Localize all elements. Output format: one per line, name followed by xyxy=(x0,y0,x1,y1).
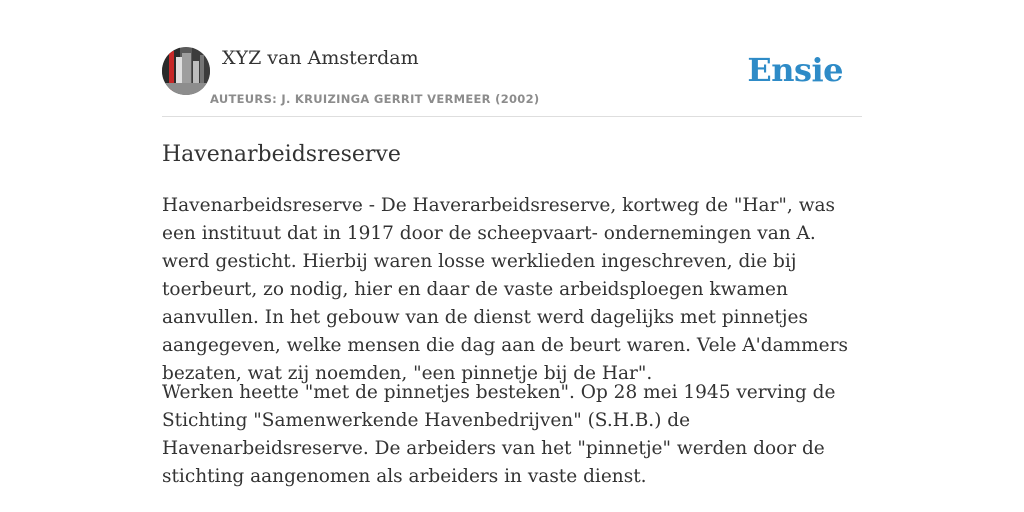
entry-term: Havenarbeidsreserve xyxy=(162,142,401,167)
entry-paragraph-1: Havenarbeidsreserve - De Haverarbeidsreserve, kortweg de "Har", was een instituut dat in 1917 door de scheepvaart- ondernemingen van A. werd gesticht. Hierbij waren losse werklieden ingeschreven, die bij toerbeurt, zo nodig, hier en daar de vaste arbeidsploegen kwamen aanvullen. In het gebouw van de dienst werd dagelijks met pinnetjes aangegeven, welke mensen die dag aan de beurt waren. Vele A'dammers bezaten, wat zij noemden, "een pinnetje bij de Har". xyxy=(162,195,848,384)
entry-paragraph-2: Werken heette "met de pinnetjes besteken". Op 28 mei 1945 verving de Stichting "Samenwerkende Havenbedrijven" (S.H.B.) de Havenarbeidsreserve. De arbeiders van het "pinnetje" werden door de stichting aangenomen als arbeiders in vaste dienst. xyxy=(162,382,836,487)
entry-header xyxy=(162,46,862,117)
dictionary-avatar[interactable] xyxy=(162,47,210,95)
entry-card xyxy=(162,0,862,512)
ensie-logo[interactable]: Ensie xyxy=(747,51,843,89)
authors-credit: AUTEURS: J. KRUIZINGA GERRIT VERMEER (2002) xyxy=(210,92,540,106)
dictionary-title[interactable]: XYZ van Amsterdam xyxy=(222,47,419,69)
dictionary-cover-photo-icon xyxy=(162,47,210,95)
